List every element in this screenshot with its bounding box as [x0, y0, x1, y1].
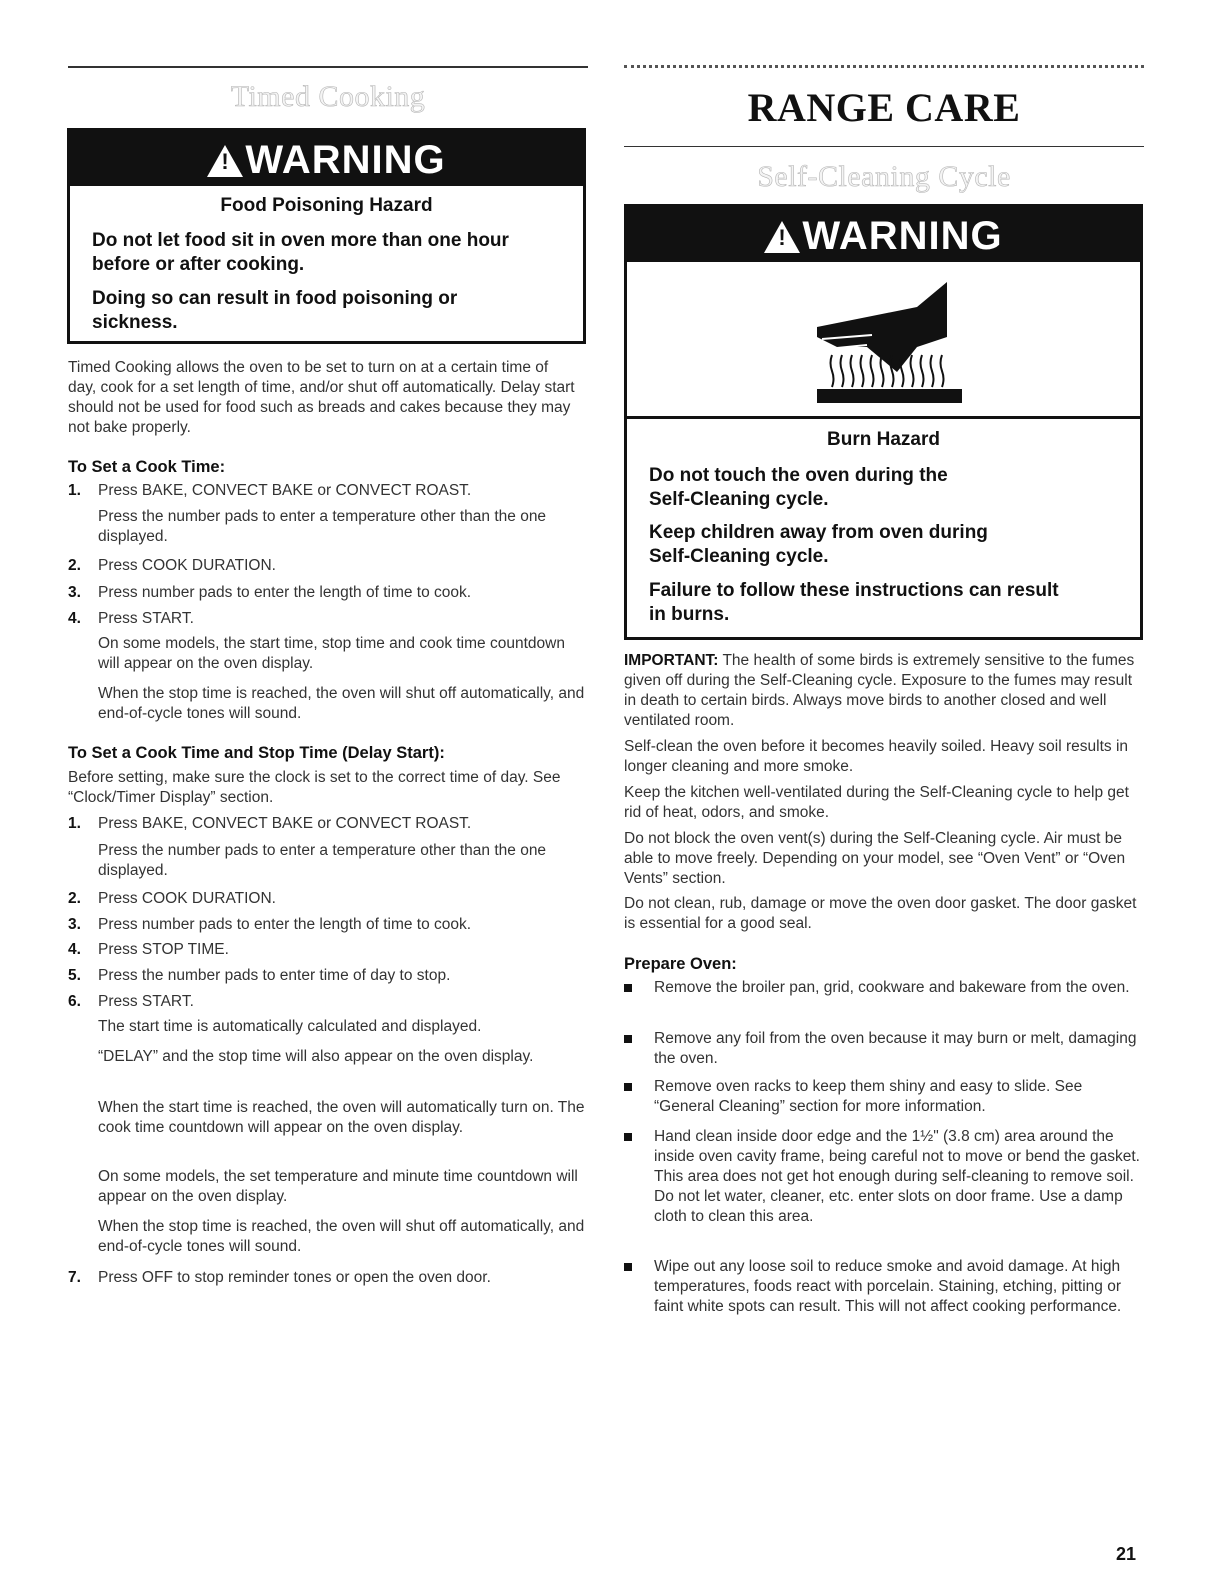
step-note: When the start time is reached, the oven will automatically turn on. The cook time countdown will appear on the oven display. [98, 1099, 585, 1136]
step-note: On some models, the start time, stop time and cook time countdown will appear on the oven display. [98, 635, 565, 672]
right-column: RANGE CARE Self-Cleaning Cycle !WARNING Burn Hazard Do not touch the oven during the Self-Cleaning cycle. Keep children away from oven during Self-Cleaning cycle. Failure to follow these instructions can result in burns. IMPORTANT: The health of some birds is extremely sensitive to the fumes given off during the Self-Cleaning cycle. Exposure to the fumes may result in death to certain birds. Always move birds to another closed and well ventilated room. Self-clean the oven before it becomes heavily soiled. Heavy soil results in longer cleaning and more smoke. Keep the kitchen well-ventilated during the Self-Cleaning cycle to help get rid of heat, odors, and smoke. Do not block the oven vent(s) during the Self-Cleaning cycle. Air must be able to move freely. Depending on your model, see “Oven Vent” or “Oven Vents” section. Do not clean, rub, damage or move the oven door gasket. The door gasket is essential for a good seal. Prepare Oven: Remove the broiler pan, grid, cookware and bakeware from the oven. Remove any foil from the oven because it may burn or melt, damaging the oven. Remove oven racks to keep them shiny and easy to slide. See “General Cleaning” section for more information. Hand clean inside door edge and the 1½" (3.8 cm) area around the inside oven cavity frame, being careful not to move or bend the gasket. This area does not get hot enough during self-cleaning to remove soil. Do not let water, cleaner, etc. enter slots on door frame. Use a damp cloth to clean this area. Wipe out any loose soil to reduce smoke and avoid damage. At high temperatures, foods react with porcelain. Staining, etching, pitting or faint white spots can result. This will not affect cooking performance. [624, 0, 1144, 1574]
hazard-line: in burns. [649, 604, 730, 625]
hazard-title: Burn Hazard [827, 429, 940, 450]
hazard-line: Self-Cleaning cycle. [649, 489, 829, 510]
bullet-icon [624, 1035, 632, 1043]
hazard-line: Doing so can result in food poisoning or [92, 288, 458, 309]
paragraph: Do not clean, rub, damage or move the oven door gasket. The door gasket is essential for a good seal. [624, 895, 1137, 932]
food-poisoning-warning [67, 128, 586, 344]
paragraph: Self-clean the oven before it becomes heavily soiled. Heavy soil results in longer cleaning and more smoke. [624, 738, 1129, 775]
hazard-line: sickness. [92, 312, 178, 333]
step-note: Press the number pads to enter a temperature other than the one displayed. [98, 508, 547, 545]
cook-time-heading: To Set a Cook Time: [68, 458, 226, 476]
paragraph: Keep the kitchen well-ventilated during the Self-Cleaning cycle to help get rid of heat, odors, and smoke. [624, 784, 1129, 821]
warning-banner [627, 207, 1140, 262]
bullet-icon [624, 984, 632, 992]
prepare-oven-heading: Prepare Oven: [624, 955, 737, 973]
timed-cooking-intro: Timed Cooking allows the oven to be set to turn on at a certain time of day, cook for a set length of time, and/or shut off automatically. Delay start should not be used for food such as breads and cakes because they may not bake properly. [68, 359, 575, 436]
page-heading: RANGE CARE [747, 85, 1021, 130]
hazard-line: Do not touch the oven during the [649, 465, 948, 486]
step-note: The start time is automatically calculated and displayed. [98, 1018, 482, 1035]
paragraph: Do not block the oven vent(s) during the Self-Cleaning cycle. Air must be able to move freely. Depending on your model, see “Oven Vent” or “Oven Vents” section. [624, 830, 1126, 887]
warning-triangle-icon [207, 145, 243, 177]
step-note: Press the number pads to enter a temperature other than the one displayed. [98, 842, 547, 879]
hazard-title: Food Poisoning Hazard [220, 195, 433, 216]
important-text: The health of some birds is extremely sensitive to the fumes given off during the Self-Cleaning cycle. Exposure to the fumes may result in death to certain birds. Always move birds to another closed and well ventilated room. [624, 652, 1135, 729]
warning-banner [70, 131, 583, 186]
hazard-line: Self-Cleaning cycle. [649, 546, 829, 567]
important-label: IMPORTANT: [624, 652, 719, 669]
delay-start-intro: Before setting, make sure the clock is set to the correct time of day. See “Clock/Timer Display” section. [68, 769, 561, 806]
burn-hazard-warning [624, 204, 1143, 640]
bullet-icon [624, 1263, 632, 1271]
section-title-timed-cooking: Timed Cooking [230, 80, 426, 113]
page-number: 21 [1116, 1544, 1137, 1564]
bullet-icon [624, 1133, 632, 1141]
step-note: “DELAY” and the stop time will also appear on the oven display. [98, 1048, 534, 1065]
left-column: Timed Cooking !WARNING Food Poisoning Hazard Do not let food sit in oven more than one hour before or after cooking. Doing so can result in food poisoning or sickness. Timed Cooking allows the oven to be set to turn on at a certain time of day, cook for a set length of time, and/or shut off automatically. Delay start should not be used for food such as breads and cakes because they may not bake properly. To Set a Cook Time: 1. Press BAKE, CONVECT BAKE or CONVECT ROAST. Press the number pads to enter a temperature other than the one displayed. 2. Press COOK DURATION. 3. Press number pads to enter the length of time to cook. 4. Press START. On some models, the start time, stop time and cook time countdown will appear on the oven display. When the stop time is reached, the oven will shut off automatically, and end-of-cycle tones will sound. To Set a Cook Time and Stop Time (Delay Start): Before setting, make sure the clock is set to the correct time of day. See “Clock/Timer Display” section. 1. Press BAKE, CONVECT BAKE or CONVECT ROAST. Press the number pads to enter a temperature other than the one displayed. 2. Press COOK DURATION. 3. Press number pads to enter the length of time to cook. 4. Press STOP TIME. 5. Press the number pads to enter time of day to stop. 6. Press START. The start time is automatically calculated and displayed. “DELAY” and the stop time will also appear on the oven display. When the start time is reached, the oven will automatically turn on. The cook time countdown will appear on the oven display. On some models, the set temperature and minute time countdown will appear on the oven display. When the stop time is reached, the oven will shut off automatically, and end-of-cycle tones will sound. 7. Press OFF to stop reminder tones or open the oven door. [68, 0, 588, 1574]
warning-banner-label: WARNING [245, 138, 446, 182]
delay-start-heading: To Set a Cook Time and Stop Time (Delay Start): [68, 744, 445, 762]
hazard-line: Keep children away from oven during [649, 522, 988, 543]
hazard-line: Failure to follow these instructions can result [649, 580, 1059, 601]
important-note [624, 651, 1142, 731]
hazard-line: before or after cooking. [92, 254, 305, 275]
step-note: When the stop time is reached, the oven will shut off automatically, and end-of-cycle tones will sound. [98, 685, 585, 722]
bullet-icon [624, 1083, 632, 1091]
hot-surface-hand-icon [797, 277, 977, 407]
warning-banner-label: WARNING [802, 214, 1003, 258]
step-note: On some models, the set temperature and minute time countdown will appear on the oven display. [98, 1168, 578, 1205]
step-note: When the stop time is reached, the oven will shut off automatically, and end-of-cycle tones will sound. [98, 1218, 585, 1255]
warning-divider [627, 416, 1140, 419]
warning-triangle-icon [764, 221, 800, 253]
hazard-line: Do not let food sit in oven more than one hour [92, 230, 509, 251]
section-title-self-cleaning: Self-Cleaning Cycle [757, 160, 1011, 193]
